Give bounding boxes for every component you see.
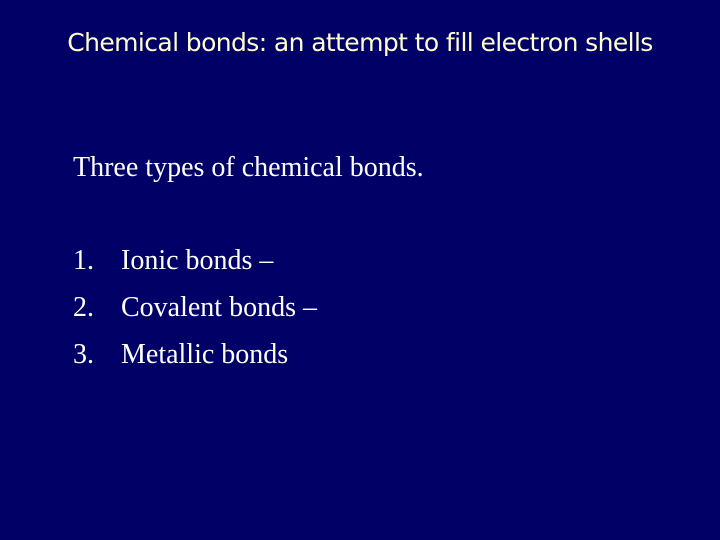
slide-title: Chemical bonds: an attempt to fill electron shells <box>67 28 653 57</box>
list-text: Ionic bonds – <box>121 245 274 276</box>
list-number: 2. <box>73 292 94 323</box>
list-text: Covalent bonds – <box>121 292 317 323</box>
list-number: 3. <box>73 339 94 370</box>
list-item-ionic-bonds <box>73 245 317 292</box>
intro-text: Three types of chemical bonds. <box>73 152 424 183</box>
list-item-covalent-bonds <box>73 292 317 339</box>
list-number: 1. <box>73 245 94 276</box>
list-item-metallic-bonds <box>73 339 317 386</box>
bond-types-list <box>73 245 317 386</box>
list-text: Metallic bonds <box>121 339 289 370</box>
